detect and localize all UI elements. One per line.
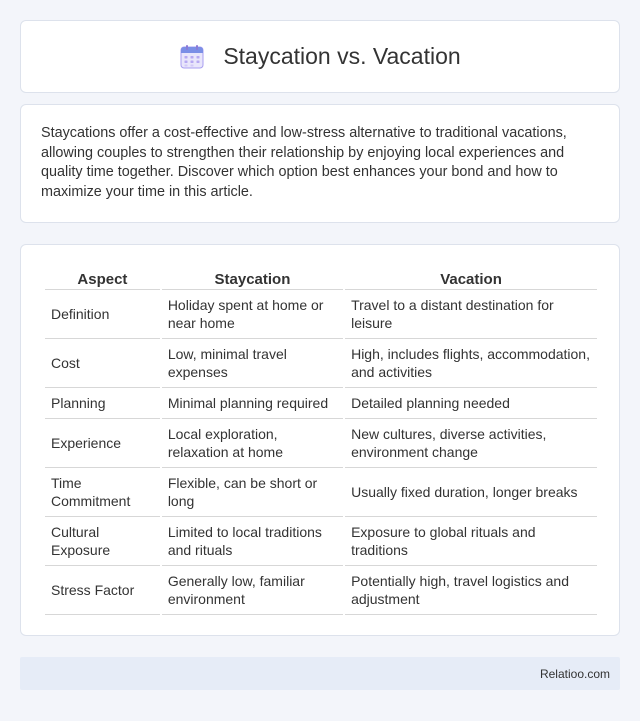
footer [20,657,620,690]
cell-staycation: Local exploration, relaxation at home [162,419,343,468]
intro-card [20,104,620,223]
cell-aspect: Time Commitment [45,468,160,517]
comparison-table [43,265,599,615]
intro-text: Staycations offer a cost-effective and low-stress alternative to traditional vacations, allowing couples to strengthen their relationship by enjoying local experiences and quality time together. Discover which option best enhances your bond and how to maximize your time in this article. [41,125,567,200]
cell-aspect: Cost [45,339,160,388]
cell-staycation: Limited to local traditions and rituals [162,517,343,566]
header-vacation: Vacation [345,265,597,290]
cell-vacation: Detailed planning needed [345,388,597,419]
title-card [20,20,620,93]
cell-vacation: Exposure to global rituals and traditions [345,517,597,566]
cell-aspect: Definition [45,290,160,339]
table-row [45,419,597,468]
table-row [45,290,597,339]
table-row [45,566,597,615]
cell-vacation: Usually fixed duration, longer breaks [345,468,597,517]
page-title: Staycation vs. Vacation [223,43,461,69]
table-row [45,517,597,566]
footer-brand: Relatioo.com [539,666,610,681]
cell-vacation: New cultures, diverse activities, environment change [345,419,597,468]
cell-vacation: Travel to a distant destination for leisure [345,290,597,339]
cell-aspect: Planning [45,388,160,419]
cell-staycation: Minimal planning required [162,388,343,419]
header-aspect: Aspect [45,265,160,290]
cell-vacation: Potentially high, travel logistics and adjustment [345,566,597,615]
comparison-card [20,244,620,636]
cell-staycation: Generally low, familiar environment [162,566,343,615]
table-row [45,468,597,517]
cell-aspect: Experience [45,419,160,468]
cell-staycation: Holiday spent at home or near home [162,290,343,339]
cell-staycation: Low, minimal travel expenses [162,339,343,388]
table-header-row [45,265,597,290]
cell-vacation: High, includes flights, accommodation, and activities [345,339,597,388]
calendar-icon [179,44,205,70]
cell-aspect: Stress Factor [45,566,160,615]
cell-staycation: Flexible, can be short or long [162,468,343,517]
header-staycation: Staycation [162,265,343,290]
cell-aspect: Cultural Exposure [45,517,160,566]
table-row [45,339,597,388]
table-row [45,388,597,419]
